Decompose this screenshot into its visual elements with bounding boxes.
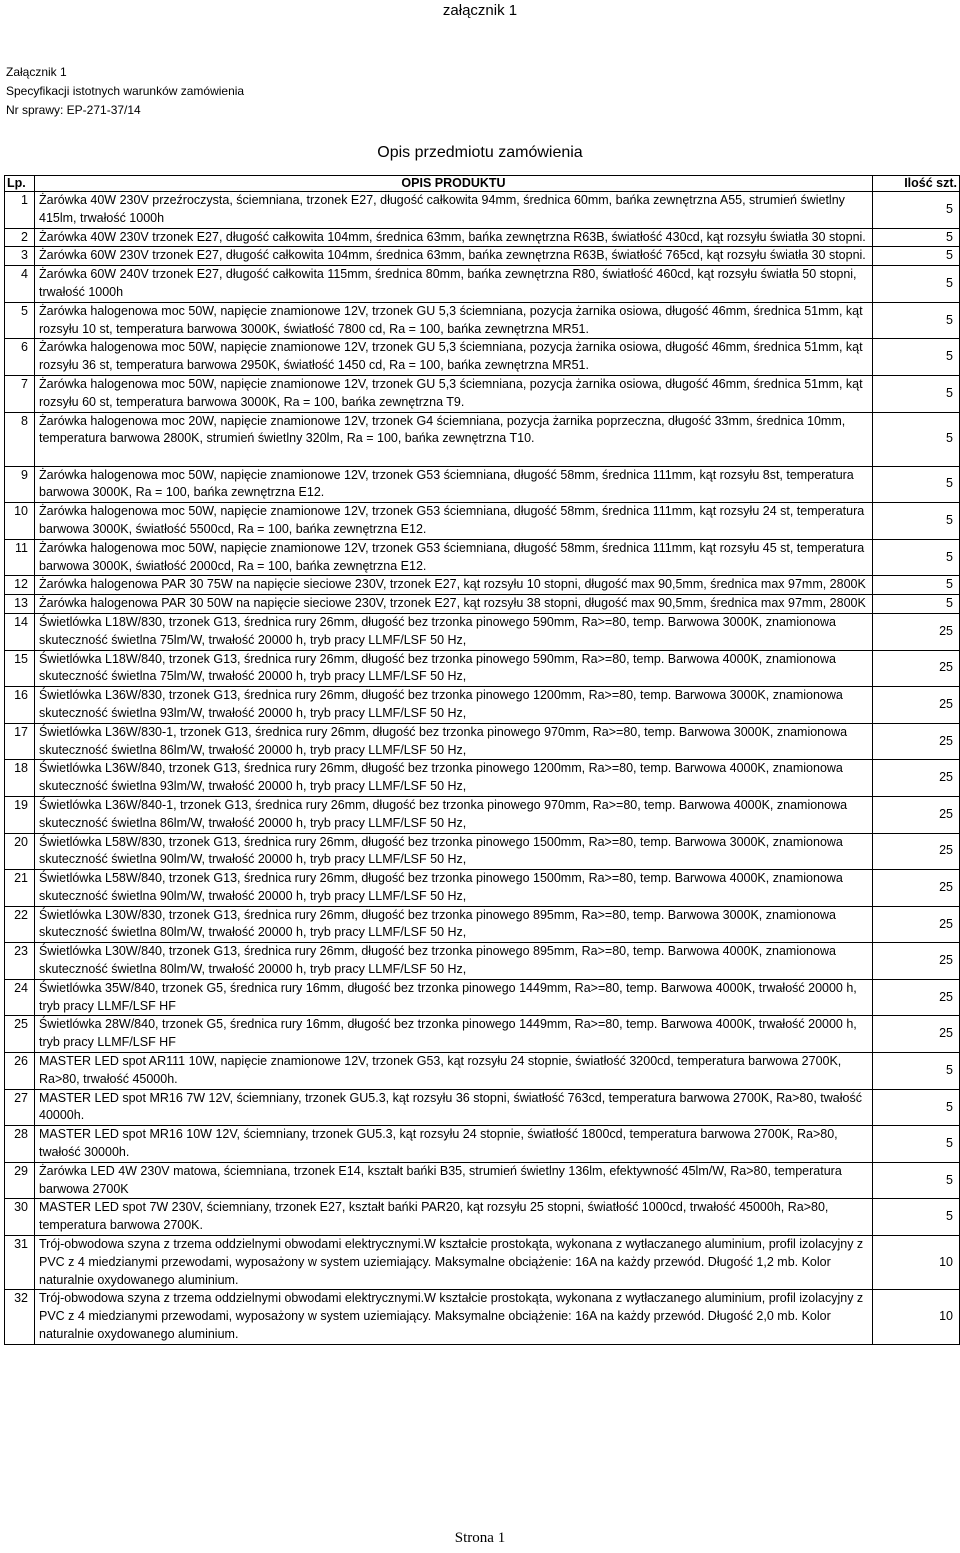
header-title: załącznik 1 bbox=[442, 2, 518, 19]
row-number: 7 bbox=[5, 375, 35, 412]
meta-attachment: Załącznik 1 bbox=[6, 65, 67, 79]
row-quantity: 5 bbox=[873, 576, 960, 595]
row-quantity: 5 bbox=[873, 1053, 960, 1090]
row-description: Żarówka halogenowa moc 50W, napięcie znamionowe 12V, trzonek GU 5,3 ściemniana, pozycja żarnika osiowa, długość 46mm, średnica 51mm, kąt rozsyłu 36 st, temperatura barwowa 2950K, światłość 1450 cd, Ra = 100, bańka zewnętrzna MR51. bbox=[35, 339, 873, 376]
row-quantity: 5 bbox=[873, 412, 960, 466]
column-header-lp: Lp. bbox=[5, 176, 35, 192]
table-row bbox=[5, 266, 960, 303]
row-description: Świetlówka 28W/840, trzonek G5, średnica rury 16mm, długość bez trzonka pinowego 1449mm, Ra>=80, temp. Barwowa 4000K, trwałość 20000 h, tryb pracy LLMF/LSF HF bbox=[35, 1016, 873, 1053]
row-description: Żarówka halogenowa PAR 30 50W na napięcie sieciowe 230V, trzonek E27, kąt rozsyłu 38 stopni, długość max 90,5mm, średnica max 97mm, 2800K bbox=[35, 595, 873, 614]
table-row bbox=[5, 375, 960, 412]
row-number: 13 bbox=[5, 595, 35, 614]
row-description: MASTER LED spot MR16 10W 12V, ściemniany, trzonek GU5.3, kąt rozsyłu 24 stopnie, światłość 1800cd, temperatura barwowa 2700K, Ra>80, twałość 30000h. bbox=[35, 1126, 873, 1163]
row-quantity: 25 bbox=[873, 613, 960, 650]
row-description: MASTER LED spot MR16 7W 12V, ściemniany, trzonek GU5.3, kąt rozsyłu 36 stopni, światłość 763cd, temperatura barwowa 2700K, Ra>80, twałość 40000h. bbox=[35, 1089, 873, 1126]
table-row bbox=[5, 760, 960, 797]
row-quantity: 5 bbox=[873, 1162, 960, 1199]
row-number: 16 bbox=[5, 687, 35, 724]
row-quantity: 5 bbox=[873, 1199, 960, 1236]
row-description: Świetlówka 35W/840, trzonek G5, średnica rury 16mm, długość bez trzonka pinowego 1449mm, Ra>=80, temp. Barwowa 4000K, trwałość 20000 h, tryb pracy LLMF/LSF HF bbox=[35, 979, 873, 1016]
row-description: Żarówka halogenowa moc 50W, napięcie znamionowe 12V, trzonek G53 ściemniana, długość 58mm, średnica 111mm, kąt rozsyłu 8st, temperatura barwowa 3000K, Ra = 100, bańka zewnętrzna E12. bbox=[35, 466, 873, 503]
row-number: 1 bbox=[5, 192, 35, 229]
table-row bbox=[5, 1089, 960, 1126]
table-row bbox=[5, 613, 960, 650]
table-row bbox=[5, 1236, 960, 1290]
table-row bbox=[5, 1126, 960, 1163]
row-number: 2 bbox=[5, 228, 35, 247]
row-description: Świetlówka L36W/830, trzonek G13, średnica rury 26mm, długość bez trzonka pinowego 1200mm, Ra>=80, temp. Barwowa 3000K, znamionowa skuteczność świetlna 93lm/W, trwałość 20000 h, tryb pracy LLMF/LSF 50 Hz, bbox=[35, 687, 873, 724]
row-number: 8 bbox=[5, 412, 35, 466]
table-row bbox=[5, 1162, 960, 1199]
table-row bbox=[5, 466, 960, 503]
row-number: 4 bbox=[5, 266, 35, 303]
table-row bbox=[5, 723, 960, 760]
row-quantity: 5 bbox=[873, 302, 960, 339]
table-row bbox=[5, 595, 960, 614]
row-quantity: 10 bbox=[873, 1236, 960, 1290]
table-row bbox=[5, 906, 960, 943]
row-description: Żarówka halogenowa moc 20W, napięcie znamionowe 12V, trzonek G4 ściemniana, pozycja żarnika poprzeczna, długość 33mm, średnica 10mm, temperatura barwowa 2800K, strumień świetlny 320lm, Ra = 100, bańka zewnętrzna T10. bbox=[35, 412, 873, 466]
table-row bbox=[5, 1053, 960, 1090]
row-quantity: 5 bbox=[873, 539, 960, 576]
row-number: 31 bbox=[5, 1236, 35, 1290]
product-specification-table bbox=[4, 175, 960, 1345]
row-quantity: 25 bbox=[873, 796, 960, 833]
row-number: 20 bbox=[5, 833, 35, 870]
row-description: Świetlówka L36W/840-1, trzonek G13, średnica rury 26mm, długość bez trzonka pinowego 970mm, Ra>=80, temp. Barwowa 4000K, znamionowa skuteczność świetlna 86lm/W, trwałość 20000 h, tryb pracy LLMF/LSF 50 Hz, bbox=[35, 796, 873, 833]
row-quantity: 25 bbox=[873, 870, 960, 907]
row-number: 15 bbox=[5, 650, 35, 687]
row-quantity: 5 bbox=[873, 266, 960, 303]
table-row bbox=[5, 1290, 960, 1344]
row-number: 22 bbox=[5, 906, 35, 943]
row-number: 5 bbox=[5, 302, 35, 339]
row-number: 10 bbox=[5, 503, 35, 540]
row-description: MASTER LED spot AR111 10W, napięcie znamionowe 12V, trzonek G53, kąt rozsyłu 24 stopnie, światłość 3200cd, temperatura barwowa 2700K, Ra>80, trwałość 45000h. bbox=[35, 1053, 873, 1090]
row-quantity: 10 bbox=[873, 1290, 960, 1344]
row-number: 23 bbox=[5, 943, 35, 980]
row-quantity: 25 bbox=[873, 687, 960, 724]
row-description: Świetlówka L30W/840, trzonek G13, średnica rury 26mm, długość bez trzonka pinowego 895mm, Ra>=80, temp. Barwowa 4000K, znamionowa skuteczność świetlna 80lm/W, trwałość 20000 h, tryb pracy LLMF/LSF 50 Hz, bbox=[35, 943, 873, 980]
page-header bbox=[0, 0, 960, 22]
table-row bbox=[5, 1199, 960, 1236]
row-quantity: 5 bbox=[873, 503, 960, 540]
table-row bbox=[5, 650, 960, 687]
meta-case-number: Nr sprawy: EP-271-37/14 bbox=[6, 103, 141, 117]
row-number: 32 bbox=[5, 1290, 35, 1344]
row-quantity: 5 bbox=[873, 247, 960, 266]
table-row bbox=[5, 833, 960, 870]
row-quantity: 5 bbox=[873, 375, 960, 412]
row-quantity: 25 bbox=[873, 760, 960, 797]
column-header-quantity: Ilość szt. bbox=[873, 176, 960, 192]
table-row bbox=[5, 979, 960, 1016]
row-description: Świetlówka L58W/830, trzonek G13, średnica rury 26mm, długość bez trzonka pinowego 1500mm, Ra>=80, temp. Barwowa 3000K, znamionowa skuteczność świetlna 90lm/W, trwałość 20000 h, tryb pracy LLMF/LSF 50 Hz, bbox=[35, 833, 873, 870]
row-quantity: 5 bbox=[873, 228, 960, 247]
row-description: Żarówka 60W 240V trzonek E27, długość całkowita 115mm, średnica 80mm, bańka zewnętrzna R80, światłość 460cd, kąt rozsyłu światła 50 stopni, trwałość 1000h bbox=[35, 266, 873, 303]
row-description: MASTER LED spot 7W 230V, ściemniany, trzonek E27, kształt bańki PAR20, kąt rozsyłu 25 stopni, światłość 1000cd, trwałość 45000h, Ra>80, temperatura barwowa 2700K. bbox=[35, 1199, 873, 1236]
row-quantity: 5 bbox=[873, 1089, 960, 1126]
row-description: Żarówka halogenowa moc 50W, napięcie znamionowe 12V, trzonek GU 5,3 ściemniana, pozycja żarnika osiowa, długość 46mm, średnica 51mm, kąt rozsyłu 60 st, temperatura barwowa 3000K, Ra = 100, bańka zewnętrzna T9. bbox=[35, 375, 873, 412]
table-row bbox=[5, 503, 960, 540]
table-row bbox=[5, 228, 960, 247]
table-row bbox=[5, 1016, 960, 1053]
row-description: Żarówka 60W 230V trzonek E27, długość całkowita 104mm, średnica 63mm, bańka zewnętrzna R63B, światłość 765cd, kąt rozsyłu światła 30 stopni. bbox=[35, 247, 873, 266]
row-description: Świetlówka L18W/840, trzonek G13, średnica rury 26mm, długość bez trzonka pinowego 590mm, Ra>=80, temp. Barwowa 4000K, znamionowa skuteczność świetlna 75lm/W, trwałość 20000 h, tryb pracy LLMF/LSF 50 Hz, bbox=[35, 650, 873, 687]
row-number: 3 bbox=[5, 247, 35, 266]
row-quantity: 25 bbox=[873, 943, 960, 980]
table-row bbox=[5, 539, 960, 576]
table-row bbox=[5, 687, 960, 724]
row-description: Świetlówka L36W/830-1, trzonek G13, średnica rury 26mm, długość bez trzonka pinowego 970mm, Ra>=80, temp. Barwowa 3000K, znamionowa skuteczność świetlna 86lm/W, trwałość 20000 h, tryb pracy LLMF/LSF 50 Hz, bbox=[35, 723, 873, 760]
row-quantity: 25 bbox=[873, 979, 960, 1016]
row-number: 29 bbox=[5, 1162, 35, 1199]
row-number: 28 bbox=[5, 1126, 35, 1163]
row-quantity: 25 bbox=[873, 1016, 960, 1053]
row-number: 6 bbox=[5, 339, 35, 376]
row-number: 11 bbox=[5, 539, 35, 576]
row-number: 14 bbox=[5, 613, 35, 650]
row-description: Trój-obwodowa szyna z trzema oddzielnymi obwodami elektrycznymi.W kształcie prostokąta, wykonana z wytłaczanego aluminium, profil izolacyjny z PVC z 4 miedzianymi przewodami, wyposażony w system uziemiający. Maksymalne obciążenie: 16A na każdy przewód. Długość 2,0 mb. Kolor naturalnie oxydowanego aluminium. bbox=[35, 1290, 873, 1344]
row-description: Żarówka halogenowa moc 50W, napięcie znamionowe 12V, trzonek G53 ściemniana, długość 58mm, średnica 111mm, kąt rozsyłu 45 st, temperatura barwowa 3000K, światłość 2000cd, Ra = 100, bańka zewnętrzna E12. bbox=[35, 539, 873, 576]
row-number: 25 bbox=[5, 1016, 35, 1053]
row-description: Żarówka 40W 230V trzonek E27, długość całkowita 104mm, średnica 63mm, bańka zewnętrzna R63B, światłość 430cd, kąt rozsyłu światła 30 stopni. bbox=[35, 228, 873, 247]
row-number: 19 bbox=[5, 796, 35, 833]
row-description: Świetlówka L58W/840, trzonek G13, średnica rury 26mm, długość bez trzonka pinowego 1500mm, Ra>=80, temp. Barwowa 4000K, znamionowa skuteczność świetlna 90lm/W, trwałość 20000 h, tryb pracy LLMF/LSF 50 Hz, bbox=[35, 870, 873, 907]
row-quantity: 5 bbox=[873, 1126, 960, 1163]
row-number: 27 bbox=[5, 1089, 35, 1126]
row-number: 24 bbox=[5, 979, 35, 1016]
table-row bbox=[5, 339, 960, 376]
row-number: 9 bbox=[5, 466, 35, 503]
row-description: Trój-obwodowa szyna z trzema oddzielnymi obwodami elektrycznymi.W kształcie prostokąta, wykonana z wytłaczanego aluminium, profil izolacyjny z PVC z 4 miedzianymi przewodami, wyposażony w system uziemiający. Maksymalne obciążenie: 16A na każdy przewód. Długość 1,2 mb. Kolor naturalnie oxydowanego aluminium. bbox=[35, 1236, 873, 1290]
row-quantity: 5 bbox=[873, 466, 960, 503]
table-row bbox=[5, 870, 960, 907]
table-row bbox=[5, 247, 960, 266]
row-description: Świetlówka L18W/830, trzonek G13, średnica rury 26mm, długość bez trzonka pinowego 590mm, Ra>=80, temp. Barwowa 3000K, znamionowa skuteczność świetlna 75lm/W, trwałość 20000 h, tryb pracy LLMF/LSF 50 Hz, bbox=[35, 613, 873, 650]
page-number: Strona 1 bbox=[454, 1530, 506, 1546]
row-description: Żarówka halogenowa moc 50W, napięcie znamionowe 12V, trzonek G53 ściemniana, długość 58mm, średnica 111mm, kąt rozsyłu 24 st, temperatura barwowa 3000K, światłość 5500cd, Ra = 100, bańka zewnętrzna E12. bbox=[35, 503, 873, 540]
table-row bbox=[5, 796, 960, 833]
row-quantity: 25 bbox=[873, 723, 960, 760]
row-quantity: 5 bbox=[873, 192, 960, 229]
table-row bbox=[5, 192, 960, 229]
row-quantity: 25 bbox=[873, 833, 960, 870]
row-quantity: 25 bbox=[873, 906, 960, 943]
column-header-description: OPIS PRODUKTU bbox=[35, 176, 873, 192]
row-description: Żarówka LED 4W 230V matowa, ściemniana, trzonek E14, kształt bańki B35, strumień świetlny 136lm, efektywność 45lm/W, Ra>80, temperatura barwowa 2700K bbox=[35, 1162, 873, 1199]
row-description: Żarówka halogenowa moc 50W, napięcie znamionowe 12V, trzonek GU 5,3 ściemniana, pozycja żarnika osiowa, długość 46mm, średnica 51mm, kąt rozsyłu 10 st, temperatura barwowa 3000K, światłość 7800 cd, Ra = 100, bańka zewnętrzna MR51. bbox=[35, 302, 873, 339]
row-description: Świetlówka L30W/830, trzonek G13, średnica rury 26mm, długość bez trzonka pinowego 895mm, Ra>=80, temp. Barwowa 3000K, znamionowa skuteczność świetlna 80lm/W, trwałość 20000 h, tryb pracy LLMF/LSF 50 Hz, bbox=[35, 906, 873, 943]
page-footer bbox=[0, 1530, 960, 1547]
row-quantity: 25 bbox=[873, 650, 960, 687]
row-description: Świetlówka L36W/840, trzonek G13, średnica rury 26mm, długość bez trzonka pinowego 1200mm, Ra>=80, temp. Barwowa 4000K, znamionowa skuteczność świetlna 93lm/W, trwałość 20000 h, tryb pracy LLMF/LSF 50 Hz, bbox=[35, 760, 873, 797]
document-meta bbox=[6, 63, 244, 120]
row-quantity: 5 bbox=[873, 339, 960, 376]
table-header-row bbox=[5, 176, 960, 192]
row-number: 18 bbox=[5, 760, 35, 797]
table-row bbox=[5, 943, 960, 980]
document-subtitle: Opis przedmiotu zamówienia bbox=[377, 144, 583, 161]
row-number: 21 bbox=[5, 870, 35, 907]
table-row bbox=[5, 576, 960, 595]
row-quantity: 5 bbox=[873, 595, 960, 614]
row-description: Żarówka halogenowa PAR 30 75W na napięcie sieciowe 230V, trzonek E27, kąt rozsyłu 10 stopni, długość max 90,5mm, średnica max 97mm, 2800K bbox=[35, 576, 873, 595]
row-number: 30 bbox=[5, 1199, 35, 1236]
table-row bbox=[5, 412, 960, 466]
meta-specification: Specyfikacji istotnych warunków zamówienia bbox=[6, 84, 245, 98]
row-number: 17 bbox=[5, 723, 35, 760]
row-number: 26 bbox=[5, 1053, 35, 1090]
row-number: 12 bbox=[5, 576, 35, 595]
table-row bbox=[5, 302, 960, 339]
row-description: Żarówka 40W 230V przeźroczysta, ściemniana, trzonek E27, długość całkowita 94mm, średnica 60mm, bańka zewnętrzna A55, strumień świetlny 415lm, trwałość 1000h bbox=[35, 192, 873, 229]
